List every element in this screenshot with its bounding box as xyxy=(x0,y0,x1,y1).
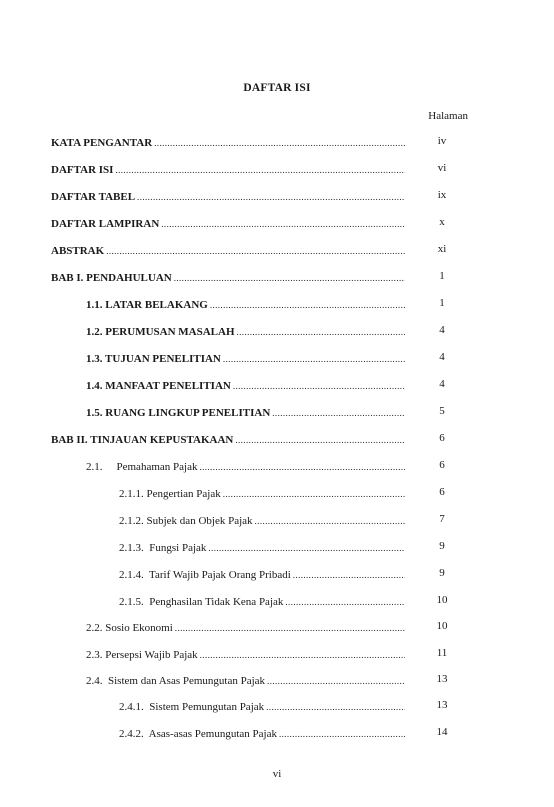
toc-leader-dots xyxy=(106,243,405,259)
toc-leader-dots xyxy=(285,594,405,610)
toc-leader-dots xyxy=(237,324,406,340)
toc-leader-dots xyxy=(161,216,405,232)
toc-entry-page: 5 xyxy=(439,405,445,417)
toc-leader-dots xyxy=(255,513,405,529)
toc-entry-page: 4 xyxy=(439,351,445,363)
toc-entry xyxy=(119,513,407,529)
toc-entry-page: 14 xyxy=(436,726,448,738)
toc-leader-dots xyxy=(279,726,405,742)
toc-entry xyxy=(119,540,407,556)
toc-entry-page: ix xyxy=(437,189,447,201)
toc-leader-dots xyxy=(223,351,405,367)
toc-entry-label: 2.1.1. Pengertian Pajak xyxy=(119,488,221,500)
toc-entry xyxy=(86,378,407,394)
toc-entry-label: DAFTAR TABEL xyxy=(51,191,136,203)
toc-entry-label: 2.1.2. Subjek dan Objek Pajak xyxy=(119,515,253,527)
toc-entry-page: 6 xyxy=(439,432,445,444)
toc-entry-label: 2.4.2. Asas-asas Pemungutan Pajak xyxy=(119,728,277,740)
toc-leader-dots xyxy=(208,540,405,556)
toc-entry-label: 2.2. Sosio Ekonomi xyxy=(86,622,173,634)
toc-entry-page: vi xyxy=(437,162,447,174)
toc-entry-label: 1.4. MANFAAT PENELITIAN xyxy=(86,380,231,392)
toc-entry-label: 2.1.3. Fungsi Pajak xyxy=(119,542,207,554)
toc-entry xyxy=(119,726,407,742)
toc-entry-page: 1 xyxy=(439,270,445,282)
toc-entry xyxy=(86,351,407,367)
toc-entry-label: 2.1.5. Penghasilan Tidak Kena Pajak xyxy=(119,596,284,608)
toc-leader-dots xyxy=(267,673,405,689)
toc-entry-page: 13 xyxy=(436,699,448,711)
page-column-header: Halaman xyxy=(428,110,468,122)
toc-leader-dots xyxy=(200,647,405,663)
toc-entry-page: 11 xyxy=(436,647,448,659)
toc-entry xyxy=(86,459,407,475)
toc-entry-label: 1.5. RUANG LINGKUP PENELITIAN xyxy=(86,407,271,419)
toc-leader-dots xyxy=(115,162,405,178)
toc-leader-dots xyxy=(175,620,405,636)
toc-entry xyxy=(119,594,407,610)
toc-entry xyxy=(86,297,407,313)
toc-entry xyxy=(119,486,407,502)
toc-entry-page: 4 xyxy=(439,324,445,336)
toc-entry-label: Pemahaman Pajak xyxy=(116,461,198,473)
toc-entry xyxy=(86,405,407,421)
toc-entry-label: ABSTRAK xyxy=(51,245,105,257)
page-title: DAFTAR ISI xyxy=(243,82,311,94)
toc-entry-page: 10 xyxy=(436,594,448,606)
toc-entry-page: 9 xyxy=(439,567,445,579)
toc-entry-label: 2.1.4. Tarif Wajib Pajak Orang Pribadi xyxy=(119,569,291,581)
toc-entry-label: DAFTAR ISI xyxy=(51,164,114,176)
toc-entry-label: 1.1. LATAR BELAKANG xyxy=(86,299,208,311)
toc-entry-page: 10 xyxy=(436,620,448,632)
toc-leader-dots xyxy=(210,297,405,313)
toc-leader-dots xyxy=(233,378,405,394)
page-number-footer: vi xyxy=(272,768,282,780)
toc-leader-dots xyxy=(293,567,405,583)
toc-entry-page: 4 xyxy=(439,378,445,390)
toc-entry-label: KATA PENGANTAR xyxy=(51,137,153,149)
toc-entry-page: 9 xyxy=(439,540,445,552)
toc-entry-page: iv xyxy=(437,135,447,147)
toc-entry xyxy=(51,216,407,232)
toc-leader-dots xyxy=(266,699,405,715)
toc-entry xyxy=(119,567,407,583)
toc-entry-page: 13 xyxy=(436,673,448,685)
toc-entry xyxy=(51,432,407,448)
toc-entry-label: BAB I. PENDAHULUAN xyxy=(51,272,172,284)
toc-entry xyxy=(51,162,407,178)
toc-leader-dots xyxy=(272,405,405,421)
toc-entry-page: xi xyxy=(437,243,447,255)
toc-entry xyxy=(86,673,407,689)
toc-entry-page: 6 xyxy=(439,486,445,498)
toc-entry-label: 1.3. TUJUAN PENELITIAN xyxy=(86,353,221,365)
toc-entry xyxy=(51,243,407,259)
toc-entry-label: 1.2. PERUMUSAN MASALAH xyxy=(86,326,235,338)
toc-entry-label: BAB II. TINJAUAN KEPUSTAKAAN xyxy=(51,434,234,446)
toc-entry xyxy=(51,189,407,205)
toc-leader-dots xyxy=(235,432,405,448)
toc-entry xyxy=(51,135,407,151)
toc-entry-page: 6 xyxy=(439,459,445,471)
toc-entry xyxy=(86,647,407,663)
toc-entry-label: 2.4.1. Sistem Pemungutan Pajak xyxy=(119,701,265,713)
toc-entry-label: 2.3. Persepsi Wajib Pajak xyxy=(86,649,198,661)
toc-entry xyxy=(51,270,407,286)
toc-entry-label: DAFTAR LAMPIRAN xyxy=(51,218,160,230)
toc-entry-page: x xyxy=(439,216,445,228)
toc-leader-dots xyxy=(223,486,405,502)
toc-entry-number: 2.1. xyxy=(86,461,103,473)
toc-leader-dots xyxy=(174,270,405,286)
toc-entry-page: 7 xyxy=(439,513,445,525)
toc-entry xyxy=(86,324,407,340)
toc-leader-dots xyxy=(137,189,405,205)
toc-entry-page: 1 xyxy=(439,297,445,309)
toc-entry xyxy=(86,620,407,636)
toc-entry xyxy=(119,699,407,715)
toc-leader-dots xyxy=(199,459,405,475)
toc-leader-dots xyxy=(154,135,405,151)
toc-entry-label: 2.4. Sistem dan Asas Pemungutan Pajak xyxy=(86,675,266,687)
